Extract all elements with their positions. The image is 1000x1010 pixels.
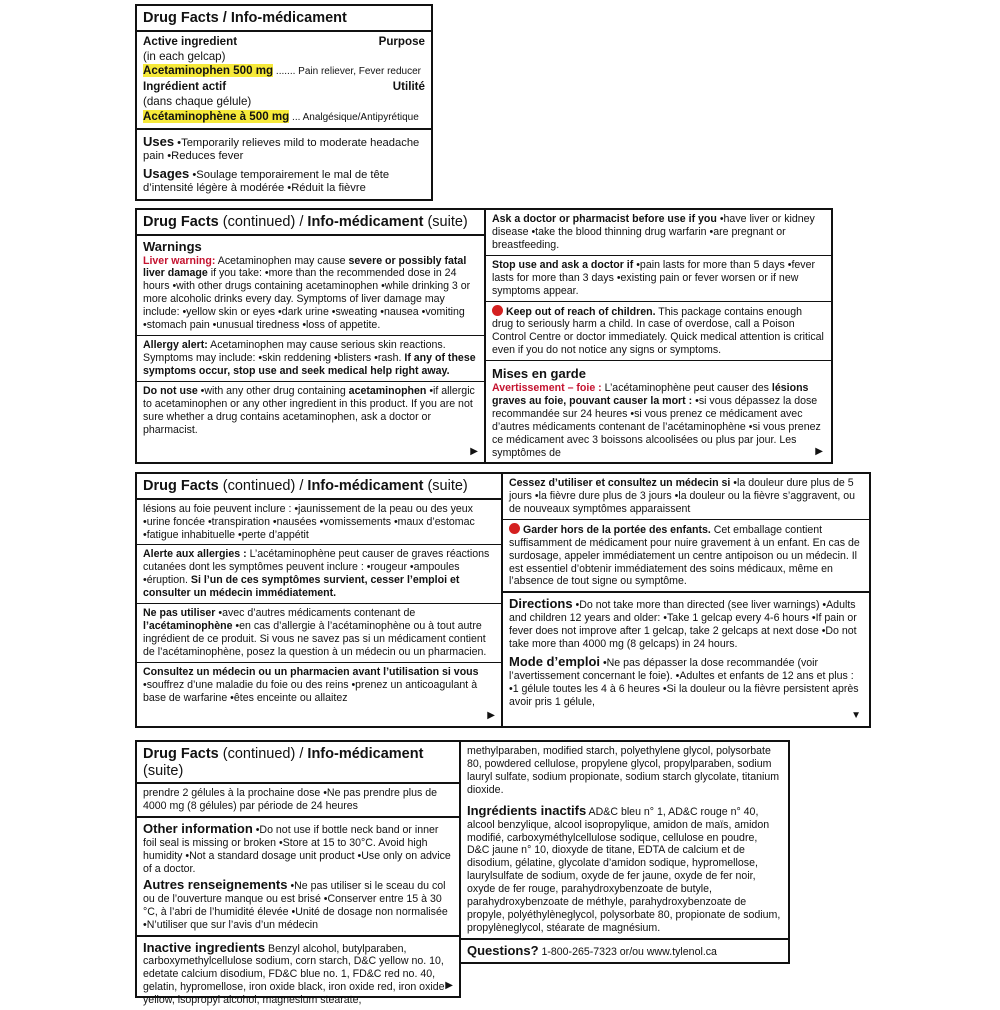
cessez-label: Cessez d’utiliser et consultez un médecin si xyxy=(509,477,731,489)
other-information-label: Other information xyxy=(143,821,253,837)
active-ingredient-label: Active ingredient xyxy=(143,34,238,48)
garder-hors-section: Garder hors de la portée des enfants. Cet emballage contient suffisamment de médicament pour nuire gravement à un enfant. En cas de surdosage, appeler immédiatement un centre antipoison ou un médecin. Il est essentiel d’obtenir immédiatement des soins médicaux, même en l’absence de tout signe ou symptôme. xyxy=(503,519,869,592)
stop-use-label: Stop use and ask a doctor if xyxy=(492,258,634,271)
garder-hors-label: Garder hors de la portée des enfants. xyxy=(523,523,711,536)
usages-label: Usages xyxy=(143,165,190,181)
panel-2-right-column xyxy=(486,210,831,462)
liver-warning-label: Liver warning: xyxy=(143,254,216,267)
allergy-alert-section: Allergy alert: Acetaminophen may cause serious skin reactions. Symptoms may include: •skin reddening •blisters •rash. If any of these symptoms occur, stop use and seek medical help right away. xyxy=(137,335,484,381)
continue-down-icon: ▼ xyxy=(851,710,861,721)
usages-text: •Soulage temporairement le mal de tête d’intensité légère à modérée •Réduit la fièvre xyxy=(143,168,390,194)
mode-emploi-label: Mode d’emploi xyxy=(509,654,600,670)
uses-text: •Temporarily relieves mild to moderate headache pain •Reduces fever xyxy=(143,136,420,163)
purpose-fr: Analgésique/Antipyrétique xyxy=(302,111,419,123)
cessez-section: Cessez d’utiliser et consultez un médecin si •la douleur dure plus de 5 jours •la fièvre dure plus de 3 jours •la douleur ou la fièvre s’aggravent, ou de nouveaux symptômes apparaissent xyxy=(509,477,856,515)
panel-2-left-column xyxy=(137,210,486,462)
consultez-label: Consultez un médecin ou un pharmacien avant l’utilisation si vous xyxy=(143,665,479,678)
keep-out-of-reach-section: Keep out of reach of children. This package contains enough drug to seriously harm a child. In case of overdose, call a Poison Control Centre or doctor immediately. Quick medical attention is critical even if you do not notice any signs or symptoms. xyxy=(486,301,831,361)
warnings-heading: Warnings xyxy=(143,238,202,254)
drug-facts-panel-1 xyxy=(135,4,433,201)
dans-chaque-gelule: (dans chaque gélule) xyxy=(143,94,252,108)
do-not-use-section: Do not use •with any other drug containing acetaminophen •if allergic to acetaminophen or any other ingredient in this product. If you are not sure whether a drug contains acetaminophen, ask a doctor or pharmacist. xyxy=(137,381,484,440)
stop-use-section: Stop use and ask a doctor if •pain lasts for more than 5 days •fever lasts for more than 3 days •existing pain or fever worsen or if new symptoms appear. xyxy=(486,255,831,301)
continue-right-icon: ▶ xyxy=(487,710,495,721)
ingredients-inactifs-label: Ingrédients inactifs xyxy=(467,802,587,818)
stop-dot-icon xyxy=(509,523,520,534)
panel-title: Drug Facts (continued) / Info-médicament (suite) xyxy=(137,742,459,784)
panel-3-right-column xyxy=(503,474,869,726)
ne-pas-utiliser-label: Ne pas utiliser xyxy=(143,607,216,620)
inactive-ingredients-section: Inactive ingredients Benzyl alcohol, butylparaben, carboxymethylcellulose sodium, corn starch, D&C yellow no. 10, edetate calcium disodium, FD&C blue no. 1, FD&C red no. 40, gelatin, hypromellose, iron oxide black, iron oxide red, iron oxide yellow, isopropyl alcohol, magnesium stearate, xyxy=(137,935,459,1010)
alerte-allergies-label: Alerte aux allergies : xyxy=(143,548,247,561)
ask-doctor-section: Ask a doctor or pharmacist before use if you •have liver or kidney disease •take the blood thinning drug warfarin •are pregnant or breastfeeding. xyxy=(492,213,815,251)
directions-section: Directions •Do not take more than directed (see liver warnings) •Adults and children 12 years and older: •Take 1 gelcap every 4-6 hours •If pain or fever does not improve after 1 gelcap, take 2 gelcaps at next dose •Do not take more than 4000 mg (8 gelcaps) in 24 hours. xyxy=(503,591,869,654)
questions-contact: 1-800-265-7323 or/ou www.tylenol.ca xyxy=(538,945,717,958)
ingredient-actif-label: Ingrédient actif xyxy=(143,80,227,94)
questions-section xyxy=(461,938,788,962)
drug-facts-panel-4-continued xyxy=(459,740,790,964)
purpose-label: Purpose xyxy=(378,34,425,48)
drug-facts-panel-4 xyxy=(135,740,461,1007)
directions-label: Directions xyxy=(509,596,573,612)
lesions-section: lésions au foie peuvent inclure : •jaunissement de la peau ou des yeux •urine foncée •transpiration •nausées •vomissements •maux d’estomac •fatigue inhabituelle •perte d’appétit xyxy=(143,502,475,541)
in-each-gelcap: (in each gelcap) xyxy=(143,49,226,63)
continue-right-icon: ▶ xyxy=(815,446,823,457)
drug-facts-panel-3 xyxy=(135,472,871,728)
inactive-ingredients-continued: methylparaben, modified starch, polyethylene glycol, polysorbate 80, powdered cellulose, propylene glycol, propylparaben, sodium lauryl sulfate, sodium propionate, sodium starch glycolate, titanium dioxide. xyxy=(467,745,780,796)
other-information-section: Other information •Do not use if bottle neck band or inner foil seal is missing or broken •Store at 15 to 30°C. Avoid high humidity •Not a standard dosage unit product •Use only on advice of a doctor. Autres renseignements •Ne pas utiliser si le sceau du col ou de l’ouverture manque ou est brisé •Conserver entre 15 à 30 °C, à l’abri de l’humidité élevée •Unité de dosage non normalisée •N’utiliser que sur l’avis d’un médecin xyxy=(137,816,459,934)
mode-emploi-section: Mode d’emploi •Ne pas dépasser la dose recommandée (voir l’avertissement concernant le foie). •Adultes et enfants de 12 ans et plus : •1 gélule toutes les 4 à 6 heures •Si la douleur ou la fièvre persistent après avoir pris 1 gélule, xyxy=(509,654,859,708)
uses-section xyxy=(137,128,431,199)
questions-label: Questions? xyxy=(467,942,539,958)
avertissement-foie-label: Avertissement – foie : xyxy=(492,382,602,395)
warnings-section: Warnings Liver warning: Acetaminophen may cause severe or possibly fatal liver damage if you take: •more than the recommended dose in 24 hours •with other drugs containing acetaminophen •while drinking 3 or more alcoholic drinks every day. Symptoms of liver damage may include: •yellow skin or eyes •dark urine •sweating •nausea •vomiting •stomach pain •unusual tiredness •loss of appetite. xyxy=(137,236,484,335)
alerte-allergies-section: Alerte aux allergies : L’acétaminophène peut causer de graves réactions cutanées dont les symptômes peuvent inclure : •rougeur •ampoules •éruption. Si l’un de ces symptômes survient, cesser l’emploi et consulter un médecin immédiatement. xyxy=(137,544,501,603)
consultez-section: Consultez un médecin ou un pharmacien avant l’utilisation si vous •souffrez d’une maladie du foie ou des reins •prenez un anticoagulant à base de warfarine •êtes enceinte ou allaitez xyxy=(137,662,501,708)
autres-renseignements-label: Autres renseignements xyxy=(143,876,288,892)
continue-right-icon: ▶ xyxy=(470,446,478,457)
panel-title: Drug Facts (continued) / Info-médicament (suite) xyxy=(137,210,484,236)
panel-title: Drug Facts (continued) / Info-médicament (suite) xyxy=(137,474,501,500)
mises-en-garde-section: Mises en garde Avertissement – foie : L’acétaminophène peut causer des lésions graves au foie, pouvant causer la mort : •si vous dépassez la dose recommandée sur 24 heures •si vous prenez ce médicament avec d’autres médicaments contenant de l’acétaminophène •si vous prenez ce médicament avec 3 boissons alcoolisées ou plus par jour. Les symptômes de xyxy=(486,360,831,462)
stop-dot-icon xyxy=(492,305,503,316)
prendre-section: prendre 2 gélules à la prochaine dose •Ne pas prendre plus de 4000 mg (8 gélules) par période de 24 heures xyxy=(143,787,438,813)
mises-en-garde-heading: Mises en garde xyxy=(492,366,586,382)
ingredient-fr: Acétaminophène à 500 mg xyxy=(143,109,290,123)
drug-facts-panel-2 xyxy=(135,208,833,464)
ne-pas-utiliser-section: Ne pas utiliser •avec d’autres médicaments contenant de l’acétaminophène •en cas d’allergie à l’acétaminophène ou à tout autre ingrédient de ce produit. Si vous ne savez pas si un médicament contient de l’acétaminophène, posez la question à un médecin ou un pharmacien. xyxy=(137,603,501,662)
allergy-alert-label: Allergy alert: xyxy=(143,339,208,352)
keep-out-label: Keep out of reach of children. xyxy=(506,305,656,318)
panel-title: Drug Facts / Info-médicament xyxy=(137,6,431,32)
ask-doctor-label: Ask a doctor or pharmacist before use if you xyxy=(492,213,717,225)
active-ingredient-section: Active ingredient Purpose (in each gelcap) Acetaminophen 500 mg ....... Pain reliever, Fever reducer Ingrédient actif Utilité (dans chaque gélule) Acétaminophène à 500 mg ... Analgésique/Antipyrétique xyxy=(143,34,425,123)
inactive-ingredients-label: Inactive ingredients xyxy=(143,939,266,955)
ingredients-inactifs-section: Ingrédients inactifs AD&C bleu n° 1, AD&C rouge n° 40, alcool benzylique, alcool isopropylique, amidon de maïs, amidon modifié, carboxyméthylcellulose sodique, cellulose en poudre, D&C jaune n° 10, dioxyde de titane, EDTA de calcium et de disodium, gélatine, glycolate d’amidon sodique, hypromellose, laurylsulfate de sodium, oxyde de fer jaune, oxyde de fer noir, oxyde de fer rouge, parahydroxybenzoate de butyle, parahydroxybenzoate de méthyle, parahydroxybenzoate de propyle, polyéthylèneglycol, polysorbate 80, propionate de sodium, propylèneglycol, stéarate de magnésium. xyxy=(467,802,781,934)
purpose-en: Pain reliever, Fever reducer xyxy=(298,66,422,78)
continue-right-icon: ▶ xyxy=(445,980,453,991)
utilite-label: Utilité xyxy=(392,80,425,94)
uses-label: Uses xyxy=(143,133,175,149)
ingredient-en: Acetaminophen 500 mg xyxy=(143,64,274,78)
do-not-use-label: Do not use xyxy=(143,384,198,397)
panel-3-left-column xyxy=(137,474,503,726)
